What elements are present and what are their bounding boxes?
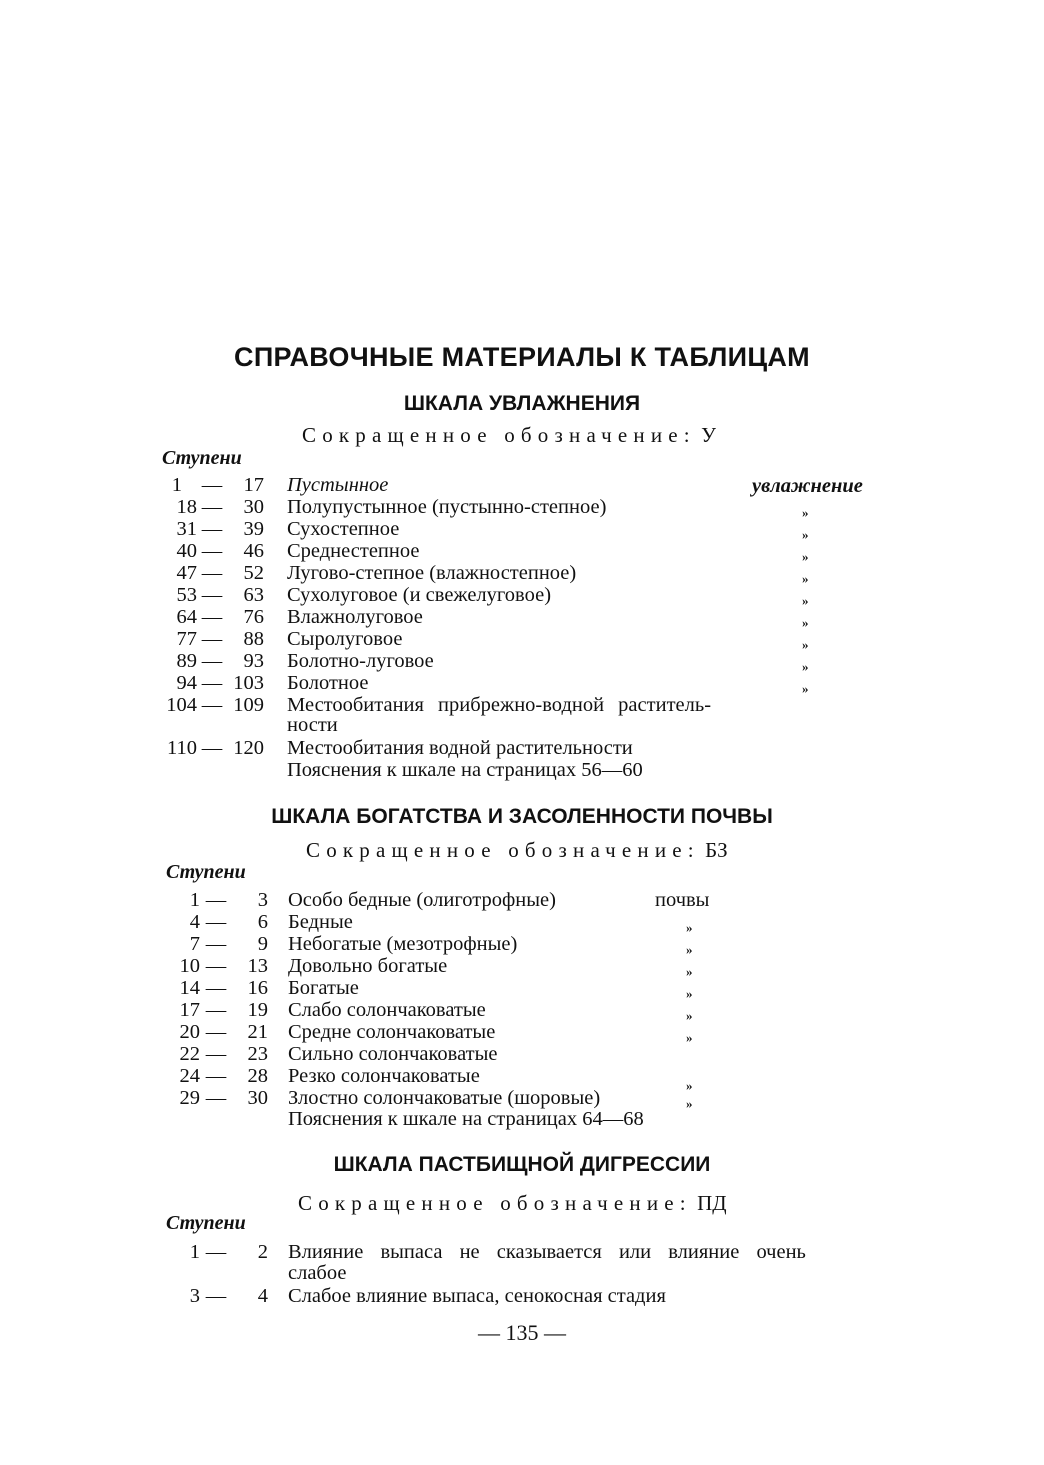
ditto-mark: »: [802, 637, 809, 652]
table-row: [0, 628, 1044, 650]
step-from: 64: [176, 606, 197, 628]
step-from: 1: [189, 889, 200, 911]
step-from: 14: [179, 977, 200, 999]
step-dash: —: [205, 889, 227, 911]
ditto-mark: »: [802, 571, 809, 586]
ditto-mark: »: [802, 681, 809, 696]
abbreviation-label: Сокращенное обозначение:: [298, 1191, 692, 1215]
abbreviation-line-moisture: [302, 423, 716, 448]
step-dash: —: [201, 606, 223, 628]
table-row: [0, 1021, 1044, 1043]
ditto-mark: »: [686, 1078, 693, 1093]
step-description: Средне солончаковатые: [288, 1021, 496, 1043]
step-from: 53: [176, 584, 197, 606]
step-dash: —: [201, 584, 223, 606]
step-to: 109: [233, 694, 264, 716]
step-to: 17: [243, 474, 264, 496]
step-dash: —: [205, 1285, 227, 1307]
step-from: 31: [176, 518, 197, 540]
step-description: Сухостепное: [287, 518, 400, 540]
step-to: 30: [247, 1087, 268, 1109]
step-dash: —: [201, 540, 223, 562]
table-row: [0, 999, 1044, 1021]
step-dash: —: [205, 1087, 227, 1109]
step-to: 120: [233, 737, 264, 759]
table-row: [0, 1065, 1044, 1093]
ditto-mark: »: [802, 527, 809, 542]
column-head-word: увлажнение: [752, 475, 863, 497]
step-from: 4: [189, 911, 200, 933]
step-from: 10: [179, 955, 200, 977]
table-row: [0, 889, 1044, 911]
ditto-mark: »: [686, 942, 693, 957]
step-description: Довольно богатые: [288, 955, 448, 977]
step-description: Влияние выпаса не сказывается или влияние очень: [288, 1241, 806, 1263]
ditto-mark: »: [686, 1008, 693, 1023]
step-from: 94: [176, 672, 197, 694]
scale-note: [0, 759, 1044, 781]
scale-note: [0, 1108, 1044, 1130]
step-from: 89: [176, 650, 197, 672]
step-dash: —: [205, 977, 227, 999]
table-row: [0, 694, 1044, 716]
step-from: 17: [179, 999, 200, 1021]
step-from: 110: [167, 737, 197, 759]
step-description: Болотно-луговое: [287, 650, 434, 672]
table-row: [0, 1043, 1044, 1065]
step-dash: —: [201, 628, 223, 650]
step-dash: —: [205, 955, 227, 977]
step-to: 3: [257, 889, 268, 911]
step-from: 104: [166, 694, 197, 716]
step-dash: —: [201, 694, 223, 716]
step-from: 77: [176, 628, 197, 650]
table-row: [0, 562, 1044, 584]
step-dash: —: [205, 1043, 227, 1065]
abbreviation-value: ПД: [697, 1191, 727, 1215]
step-description: Резко солончаковатые: [288, 1065, 480, 1087]
step-description: Лугово-степное (влажностепное): [287, 562, 577, 584]
ditto-mark: »: [802, 615, 809, 630]
step-from: 47: [176, 562, 197, 584]
step-description: Среднестепное: [287, 540, 420, 562]
step-description: Местообитания прибрежно-водной раститель-: [287, 694, 712, 716]
ditto-mark: »: [802, 659, 809, 674]
step-to: 19: [247, 999, 268, 1021]
table-row: [0, 1087, 1044, 1109]
step-to: 2: [257, 1241, 268, 1263]
step-description: Злостно солончаковатые (шоровые): [288, 1087, 601, 1109]
step-description: Слабо солончаковатые: [288, 999, 486, 1021]
table-row: [0, 496, 1044, 518]
step-to: 93: [243, 650, 264, 672]
step-to: 39: [243, 518, 264, 540]
step-to: 16: [247, 977, 268, 999]
step-from: 7: [189, 933, 200, 955]
table-row: [0, 540, 1044, 562]
table-row: [0, 1285, 1044, 1307]
table-row: [0, 650, 1044, 672]
step-from: 40: [176, 540, 197, 562]
step-from: 24: [179, 1065, 200, 1087]
step-dash: —: [205, 1065, 227, 1087]
ditto-mark: »: [802, 593, 809, 608]
steps-label: Ступени: [166, 1212, 246, 1234]
step-to: 63: [243, 584, 264, 606]
page-number: — 135 —: [478, 1320, 566, 1345]
abbreviation-value: БЗ: [705, 838, 728, 862]
table-row: [0, 955, 1044, 977]
step-description: Сыролуговое: [287, 628, 403, 650]
step-to: 28: [247, 1065, 268, 1087]
step-to: 13: [247, 955, 268, 977]
table-row: [0, 672, 1044, 694]
step-description: Бедные: [288, 911, 353, 933]
step-to: 23: [247, 1043, 268, 1065]
scale-title-moisture: ШКАЛА УВЛАЖНЕНИЯ: [403, 392, 641, 415]
column-head-word: почвы: [655, 889, 710, 911]
table-row: [0, 911, 1044, 933]
table-row: [0, 933, 1044, 955]
ditto-mark: »: [686, 986, 693, 1001]
step-description: Пустынное: [287, 474, 389, 496]
step-dash: —: [205, 999, 227, 1021]
table-row: [0, 518, 1044, 540]
step-dash: —: [201, 672, 223, 694]
step-from: 29: [179, 1087, 200, 1109]
table-row: [0, 714, 1044, 736]
step-dash: —: [201, 496, 223, 518]
step-to: 30: [243, 496, 264, 518]
note-text: Пояснения к шкале на страницах 64—68: [288, 1108, 644, 1130]
table-row: [0, 737, 1044, 759]
step-description: ности: [287, 714, 338, 736]
step-dash: —: [201, 562, 223, 584]
scale-title-soil: ШКАЛА БОГАТСТВА И ЗАСОЛЕННОСТИ ПОЧВЫ: [271, 805, 773, 828]
table-row: [0, 474, 1044, 496]
step-to: 88: [243, 628, 264, 650]
abbreviation-line-pasture: [298, 1191, 727, 1216]
ditto-mark: »: [686, 1096, 693, 1111]
step-dash: —: [205, 911, 227, 933]
step-dash: —: [205, 1241, 227, 1263]
step-description: Сухолуговое (и свежелуговое): [287, 584, 552, 606]
step-to: 76: [243, 606, 264, 628]
step-description: слабое: [288, 1262, 347, 1284]
ditto-mark: »: [802, 505, 809, 520]
step-dash: —: [201, 474, 223, 496]
step-to: 103: [233, 672, 264, 694]
scale-title-pasture: ШКАЛА ПАСТБИЩНОЙ ДИГРЕССИИ: [333, 1153, 711, 1176]
step-from: 3: [189, 1285, 200, 1307]
step-description: Влажнолуговое: [287, 606, 423, 628]
step-description: Местообитания водной растительности: [287, 737, 633, 759]
step-from: 18: [176, 496, 197, 518]
step-description: Небогатые (мезотрофные): [288, 933, 518, 955]
table-row: [0, 584, 1044, 606]
step-dash: —: [205, 1021, 227, 1043]
step-description: Болотное: [287, 672, 369, 694]
step-to: 9: [257, 933, 268, 955]
abbreviation-line-soil: [306, 838, 728, 863]
step-to: 21: [247, 1021, 268, 1043]
step-to: 52: [243, 562, 264, 584]
ditto-mark: »: [686, 964, 693, 979]
table-row: [0, 1262, 1044, 1284]
step-dash: —: [205, 933, 227, 955]
step-from: 20: [179, 1021, 200, 1043]
abbreviation-label: Сокращенное обозначение:: [302, 423, 696, 447]
step-description: Полупустынное (пустынно-степное): [287, 496, 607, 518]
note-text: Пояснения к шкале на страницах 56—60: [287, 759, 643, 781]
ditto-mark: »: [686, 1030, 693, 1045]
step-to: 46: [243, 540, 264, 562]
steps-label: Ступени: [162, 447, 242, 469]
step-from: 1: [189, 1241, 200, 1263]
abbreviation-label: Сокращенное обозначение:: [306, 838, 700, 862]
ditto-mark: »: [802, 549, 809, 564]
table-row: [0, 1241, 1044, 1263]
step-to: 4: [257, 1285, 268, 1307]
step-from: 1: [171, 474, 182, 496]
table-row: [0, 606, 1044, 628]
abbreviation-value: У: [701, 423, 716, 447]
steps-label: Ступени: [166, 861, 246, 883]
step-description: Богатые: [288, 977, 359, 999]
step-dash: —: [201, 737, 223, 759]
page-title: СПРАВОЧНЫЕ МАТЕРИАЛЫ К ТАБЛИЦАМ: [234, 342, 810, 372]
step-description: Сильно солончаковатые: [288, 1043, 498, 1065]
step-dash: —: [201, 650, 223, 672]
step-dash: —: [201, 518, 223, 540]
step-description: Особо бедные (олиготрофные): [288, 889, 556, 911]
table-row: [0, 977, 1044, 999]
ditto-mark: »: [686, 920, 693, 935]
step-from: 22: [179, 1043, 200, 1065]
step-description: Слабое влияние выпаса, сенокосная стадия: [288, 1285, 666, 1307]
step-to: 6: [257, 911, 268, 933]
